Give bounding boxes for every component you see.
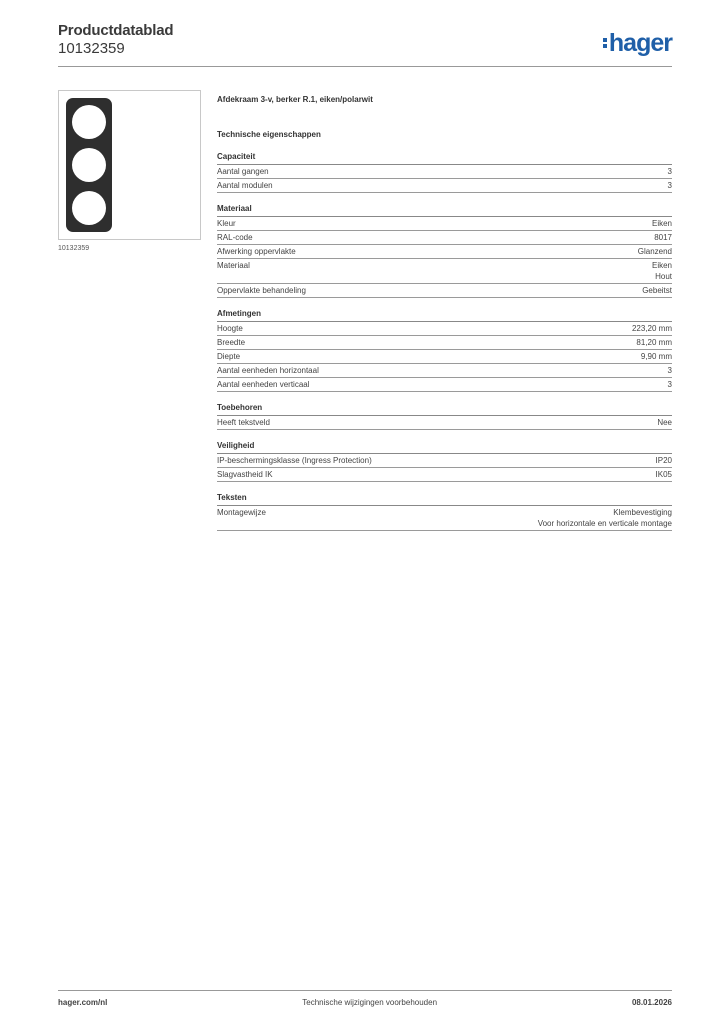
spec-value [656, 455, 672, 466]
spec-row [217, 416, 672, 430]
spec-value [668, 180, 672, 191]
spec-value [636, 337, 672, 348]
footer-website: hager.com/nl [58, 998, 108, 1007]
spec-value-line: Glanzend [637, 247, 672, 256]
spec-row [217, 378, 672, 392]
spec-row [217, 284, 672, 298]
spec-row [217, 322, 672, 336]
spec-row [217, 179, 672, 193]
spec-value-line: Hout [655, 272, 672, 281]
spec-label: Diepte [217, 352, 241, 361]
spec-value-line: 3 [667, 380, 672, 389]
section-title: Veiligheid [217, 441, 672, 454]
spec-label: Kleur [217, 219, 236, 228]
spec-label: Oppervlakte behandeling [217, 286, 306, 295]
page-header [58, 22, 672, 66]
spec-value [632, 323, 672, 334]
product-specifications [217, 95, 672, 542]
section-title: Afmetingen [217, 309, 672, 322]
spec-row [217, 454, 672, 468]
three-gang-frame-image [66, 98, 112, 232]
hager-logo [603, 30, 672, 56]
footer-date: 08.01.2026 [631, 998, 672, 1007]
spec-label: Montagewijze [217, 508, 266, 517]
spec-section [217, 441, 672, 482]
spec-value-line: 81,20 mm [636, 338, 672, 347]
spec-row [217, 231, 672, 245]
technical-properties-heading: Technische eigenschappen [217, 130, 321, 139]
spec-section [217, 204, 672, 298]
product-image-caption: 10132359 [58, 245, 90, 252]
spec-value-line: Eiken [651, 261, 672, 270]
spec-label: Aantal gangen [217, 167, 269, 176]
product-image [58, 90, 201, 240]
spec-label: IP-beschermingsklasse (Ingress Protection) [217, 456, 372, 465]
spec-row [217, 217, 672, 231]
spec-value-line: 8017 [654, 233, 672, 242]
spec-value-line: 223,20 mm [631, 324, 672, 333]
section-title: Capaciteit [217, 152, 672, 165]
spec-value [668, 365, 672, 376]
spec-label: Aantal eenheden verticaal [217, 380, 310, 389]
spec-value [641, 351, 672, 362]
spec-value [638, 246, 672, 257]
spec-value-line: IP20 [655, 456, 672, 465]
spec-value [538, 507, 672, 529]
spec-value-line: 3 [667, 167, 672, 176]
product-number: 10132359 [58, 40, 125, 57]
section-title: Materiaal [217, 204, 672, 217]
spec-value-line: IK05 [655, 470, 672, 479]
spec-label: Heeft tekstveld [217, 418, 270, 427]
spec-value-line: Eiken [651, 219, 672, 228]
spec-label: Breedte [217, 338, 246, 347]
frame-opening [72, 105, 106, 139]
spec-label: Aantal modulen [217, 181, 273, 190]
page-title: Productdatablad [58, 22, 174, 39]
frame-opening [72, 191, 106, 225]
spec-value-line: 3 [667, 181, 672, 190]
footer-divider [58, 990, 672, 991]
spec-label: RAL-code [217, 233, 253, 242]
spec-value-line: 3 [667, 366, 672, 375]
spec-value-line: Gebeitst [642, 286, 672, 295]
spec-label: Slagvastheid IK [217, 470, 273, 479]
frame-opening [72, 148, 106, 182]
spec-value-line: Nee [657, 418, 672, 427]
spec-section [217, 403, 672, 430]
spec-row [217, 245, 672, 259]
spec-value-line: 9,90 mm [640, 352, 672, 361]
spec-value [652, 218, 672, 229]
spec-value [668, 166, 672, 177]
spec-value [642, 285, 672, 296]
spec-value-line: Klembevestiging [613, 508, 672, 517]
spec-row [217, 165, 672, 179]
spec-label: Hoogte [217, 324, 243, 333]
spec-section [217, 493, 672, 531]
spec-value [656, 469, 672, 480]
spec-label: Materiaal [217, 261, 250, 270]
page-footer [58, 998, 672, 1007]
header-divider [58, 66, 672, 67]
section-title: Teksten [217, 493, 672, 506]
product-name: Afdekraam 3-v, berker R.1, eiken/polarwit [217, 95, 373, 104]
spec-value [657, 417, 672, 428]
logo-text: hager [608, 29, 672, 57]
section-title: Toebehoren [217, 403, 672, 416]
spec-row [217, 468, 672, 482]
spec-section [217, 309, 672, 392]
spec-sections [217, 152, 672, 531]
spec-label: Aantal eenheden horizontaal [217, 366, 319, 375]
logo-dots-icon [603, 37, 607, 49]
spec-value [668, 379, 672, 390]
spec-value-line: Voor horizontale en verticale montage [537, 519, 672, 528]
spec-value [654, 232, 672, 243]
spec-row [217, 350, 672, 364]
spec-section [217, 152, 672, 193]
footer-disclaimer: Technische wijzigingen voorbehouden [302, 998, 438, 1007]
spec-value [652, 260, 672, 282]
spec-label: Afwerking oppervlakte [217, 247, 296, 256]
spec-row [217, 364, 672, 378]
spec-row [217, 506, 672, 531]
spec-row [217, 259, 672, 284]
spec-row [217, 336, 672, 350]
